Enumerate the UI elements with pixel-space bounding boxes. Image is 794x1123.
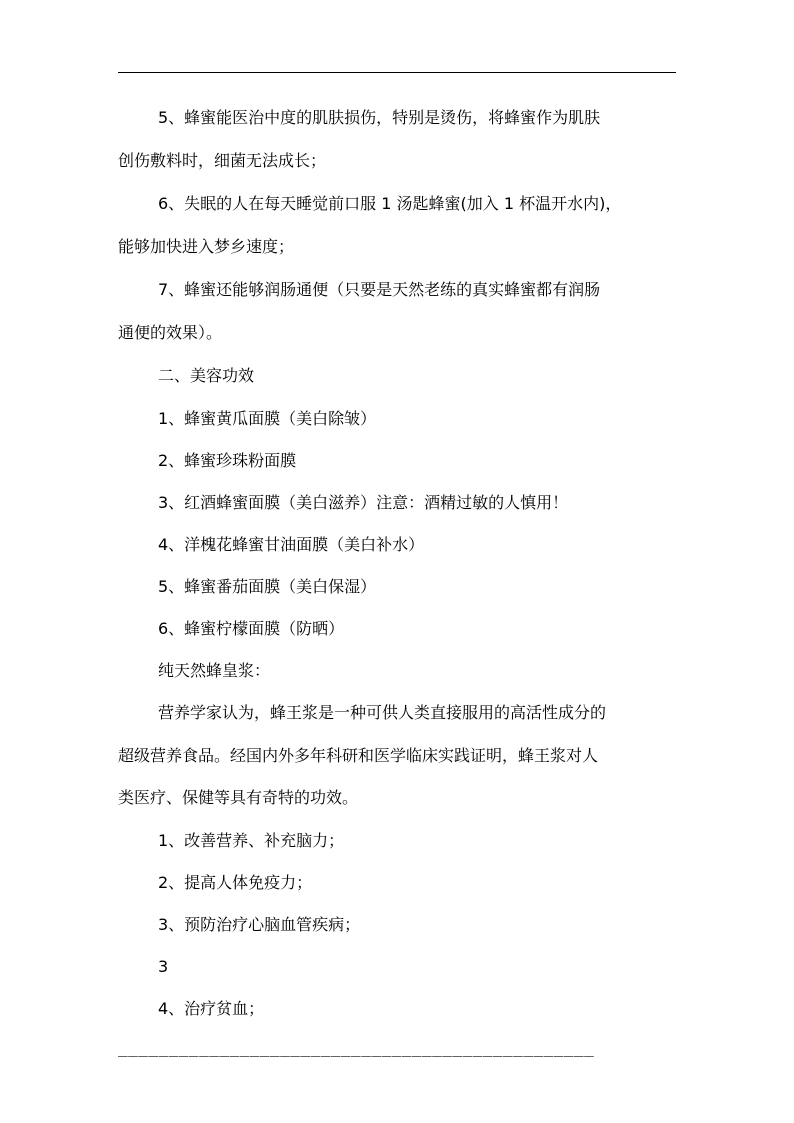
header-rule [118,72,676,73]
list-item: 2、蜂蜜珍珠粉面膜 [158,451,297,470]
footer-rule: _______________________________________________ [118,1038,595,1057]
list-item: 1、蜂蜜黄瓜面膜（美白除皱） [158,409,377,428]
section-heading: 纯天然蜂皇浆： [158,661,271,680]
section-heading: 二、美容功效 [158,366,255,385]
text-line: 通便的效果）。 [118,323,223,342]
list-item: 2、提高人体免疫力； [158,873,313,892]
list-item: 5、蜂蜜番茄面膜（美白保湿） [158,577,377,596]
text-line: 7、蜂蜜还能够润肠通便（只要是天然老练的真实蜂蜜都有润肠 [158,280,601,299]
text-line: 6、失眠的人在每天睡觉前口服 1 汤匙蜂蜜(加入 1 杯温开水内)， [158,194,622,213]
list-item: 1、改善营养、补充脑力； [158,831,345,850]
list-item: 4、洋槐花蜂蜜甘油面膜（美白补水） [158,535,425,554]
text-line: 能够加快进入梦乡速度； [118,237,295,256]
page-number: 3 [158,957,169,976]
text-line: 5、蜂蜜能医治中度的肌肤损伤，特别是烫伤，将蜂蜜作为肌肤 [158,108,601,127]
text-line: 类医疗、保健等具有奇特的功效。 [118,788,359,807]
list-item: 3、预防治疗心脑血管疾病； [158,915,361,934]
text-line: 营养学家认为，蜂王浆是一种可供人类直接服用的高活性成分的 [158,703,607,722]
text-line: 创伤敷料时，细菌无法成长； [118,151,327,170]
list-item: 4、治疗贫血； [158,999,265,1018]
list-item: 3、红酒蜂蜜面膜（美白滋养）注意：酒精过敏的人慎用！ [158,493,569,512]
list-item: 6、蜂蜜柠檬面膜（防晒） [158,619,345,638]
text-line: 超级营养食品。经国内外多年科研和医学临床实践证明，蜂王浆对人 [118,746,599,765]
